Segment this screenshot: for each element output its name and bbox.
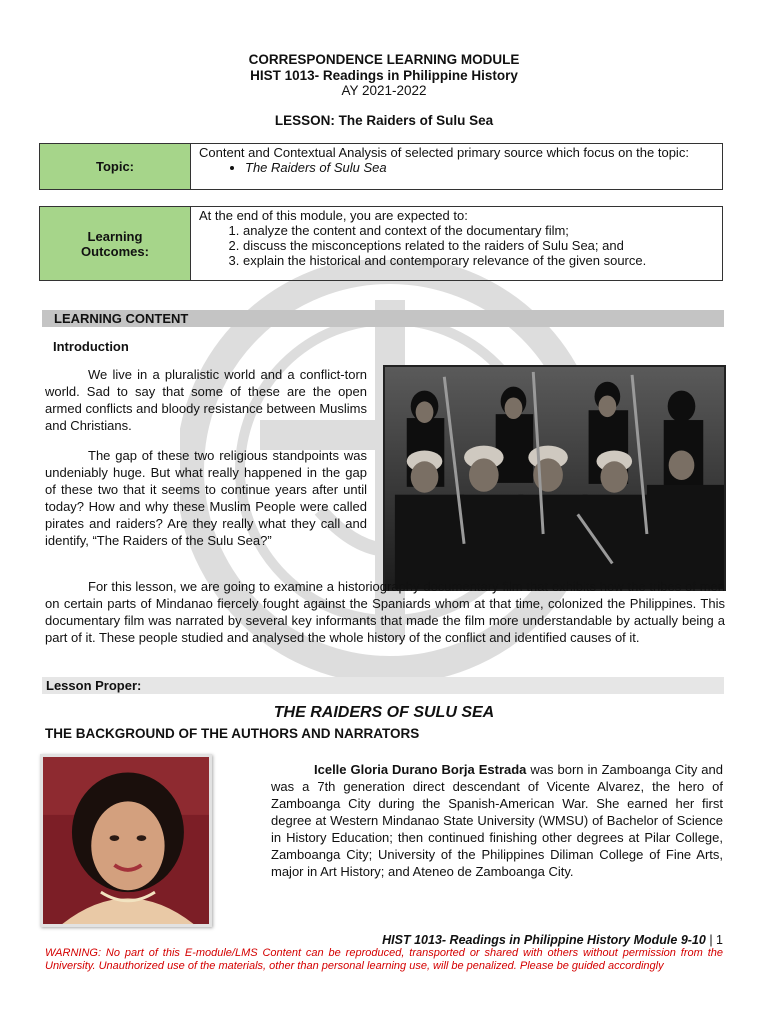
- lesson-title: LESSON: The Raiders of Sulu Sea: [274, 113, 494, 128]
- topic-cell: [191, 144, 723, 190]
- author-portrait: [40, 754, 212, 927]
- academic-year: AY 2021-2022: [341, 83, 427, 98]
- outcomes-label-line1: Learning: [87, 228, 143, 244]
- topic-table: [39, 143, 723, 190]
- intro-paragraph-1: We live in a pluralistic world and a conflict-torn world. Sad to say that some of these are the open armed conflicts and bloody resistance between Muslims and Christians.: [45, 367, 367, 433]
- copyright-warning: WARNING: No part of this E-module/LMS Content can be reproduced, transported or shared with others without permission from the University. Unauthorized use of the materials, other than personal learning use, will be penalized. Please be guided accordingly: [45, 947, 723, 972]
- raiders-group-photo: [383, 365, 726, 591]
- page-footer: [382, 933, 723, 947]
- section-subtitle: THE BACKGROUND OF THE AUTHORS AND NARRATORS: [45, 726, 420, 741]
- outcome-item: 3. explain the historical and contemporary relevance of the given source.: [243, 253, 714, 268]
- course-title: HIST 1013- Readings in Philippine History: [250, 68, 518, 83]
- author-name: Icelle Gloria Durano Borja Estrada: [314, 762, 527, 777]
- topic-text: Content and Contextual Analysis of selected primary source which focus on the topic:: [199, 145, 689, 160]
- outcomes-cell: [191, 207, 723, 281]
- section-title: THE RAIDERS OF SULU SEA: [273, 704, 495, 721]
- footer-module: HIST 1013- Readings in Philippine History Module 9-10: [382, 933, 706, 947]
- outcomes-label: [40, 207, 191, 281]
- page-number: | 1: [705, 933, 723, 947]
- lesson-proper-header: Lesson Proper:: [42, 677, 724, 694]
- learning-content-header: LEARNING CONTENT: [42, 310, 724, 327]
- outcomes-table: [39, 206, 723, 281]
- author-bio: was born in Zamboanga City and was a 7th generation direct descendant of Vicente Alvarez, the hero of Zamboanga City during the Spanish-American War. She earned her first degree at Western Mindanao State University (WMSU) of Bachelor of Science in History Education; then continued finishing other degrees at Pilar College, Zamboanga City; University of the Philippines Diliman College of Fine Arts, major in Art History; and Ateneo de Zamboanga City.: [271, 762, 723, 879]
- outcome-item: 2. discuss the misconceptions related to the raiders of Sulu Sea; and: [243, 238, 714, 253]
- outcome-item: 1. analyze the content and context of the documentary film;: [243, 223, 714, 238]
- topic-bullet: • The Raiders of Sulu Sea: [245, 160, 714, 175]
- author-bio-paragraph: [271, 761, 723, 880]
- topic-label: Topic:: [40, 144, 191, 190]
- intro-paragraph-2: The gap of these two religious standpoints was undeniably huge. But what really happened in the gap of these two that it seems to continue years after until today? How and why these Muslim People were called pirates and raiders? Are they really what they call and identify, “The Raiders of the Sulu Sea?”: [45, 448, 367, 548]
- introduction-heading: Introduction: [53, 339, 129, 354]
- intro-paragraph-3: For this lesson, we are going to examine a historiography documentary film that exhibits how the tribes of men on certain parts of Mindanao fiercely fought against the Spaniards whom at that time, colonized the Philippines. This documentary film was narrated by several key informants that made the film more understandable by actually being a part of it. These people studied and analysed the whole history of the conflict and identified causes of it.: [45, 579, 725, 645]
- module-title: CORRESPONDENCE LEARNING MODULE: [248, 52, 520, 67]
- outcomes-label-line2: Outcomes:: [81, 243, 149, 259]
- outcomes-intro: At the end of this module, you are expected to:: [199, 208, 468, 223]
